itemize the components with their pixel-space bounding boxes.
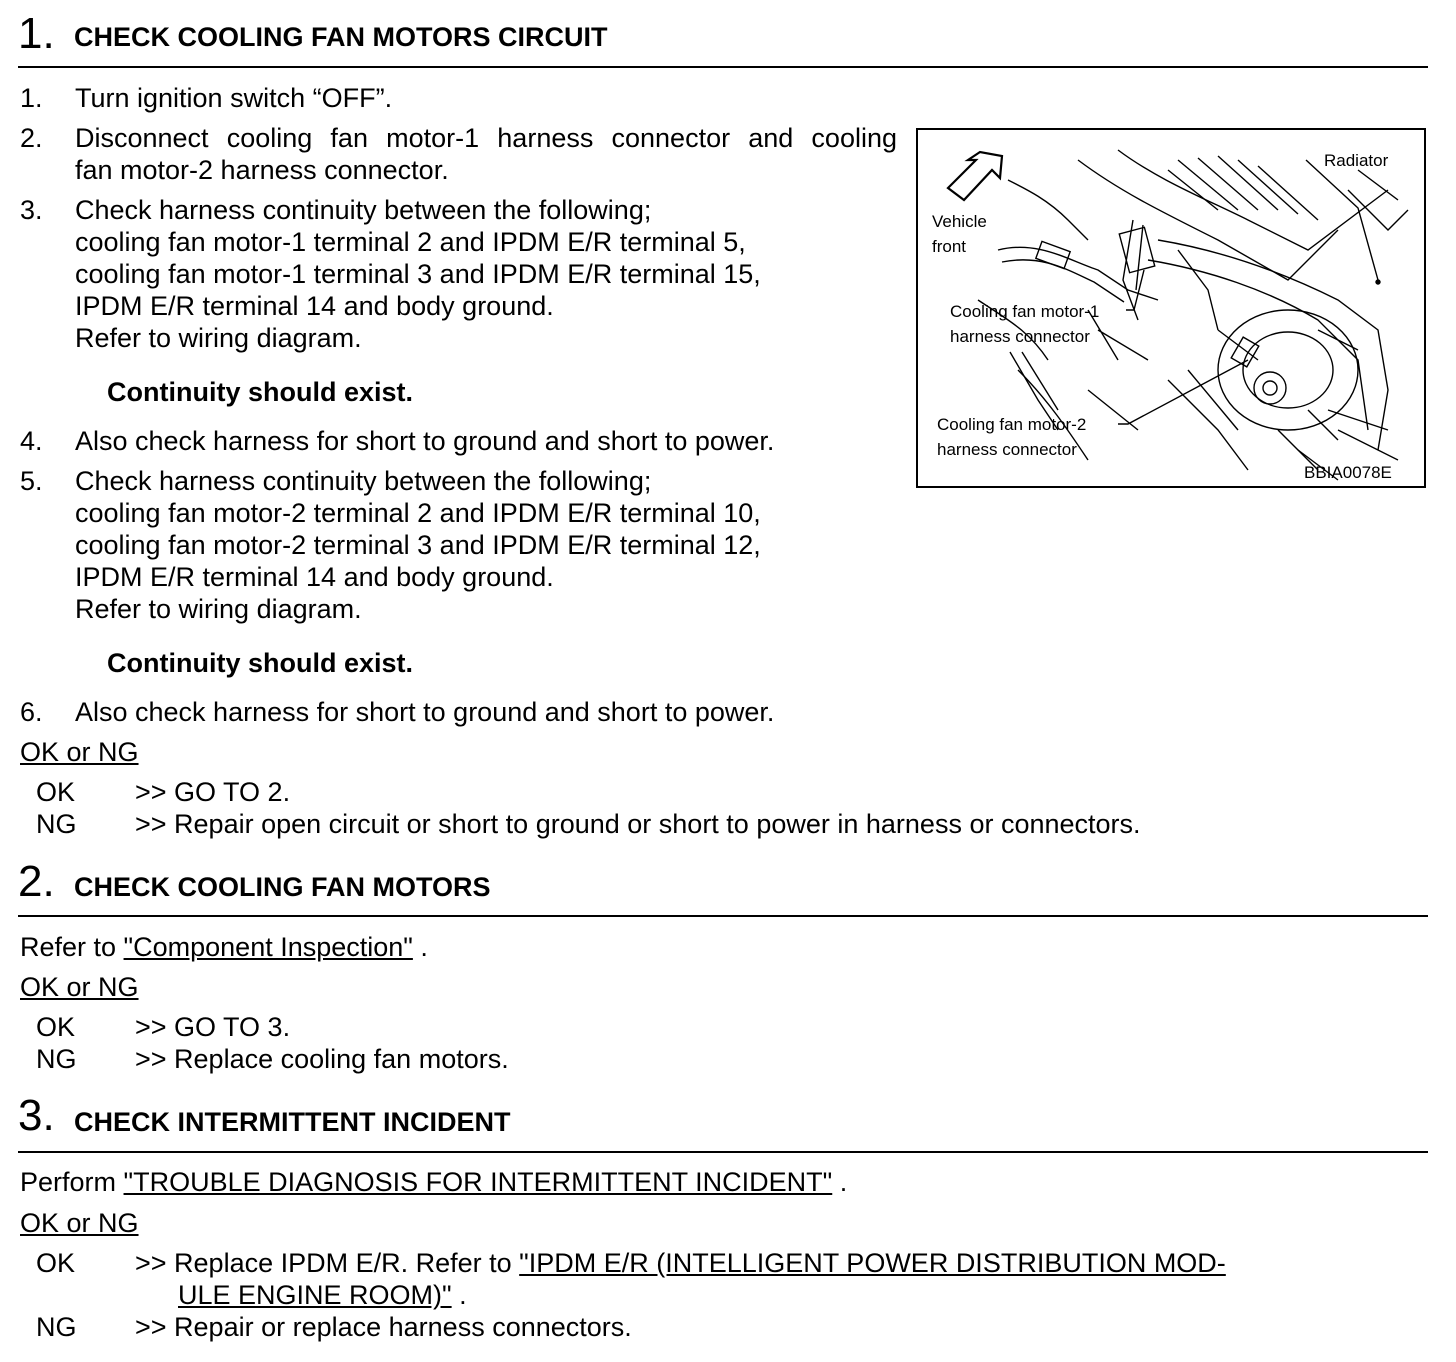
step-1-item-1-number: 1. — [20, 83, 43, 113]
step-2-ok-label: OK — [36, 1012, 76, 1042]
component-inspection-link[interactable]: "Component Inspection" — [123, 932, 413, 962]
step-3-ng-label: NG — [36, 1312, 77, 1342]
step-1-divider — [18, 66, 1428, 68]
step-3-ok-or-ng: OK or NG — [20, 1208, 139, 1238]
perform-prefix: Perform — [20, 1167, 124, 1197]
step-1-item-5-line-3: cooling fan motor-2 terminal 3 and IPDM E/R terminal 12, — [75, 530, 761, 560]
step-1-item-5-line-4: IPDM E/R terminal 14 and body ground. — [75, 562, 554, 592]
step-1-item-5-line-2: cooling fan motor-2 terminal 2 and IPDM E/R terminal 10, — [75, 498, 761, 528]
vehicle-label: Vehicle — [932, 212, 987, 231]
intermittent-incident-link[interactable]: "TROUBLE DIAGNOSIS FOR INTERMITTENT INCIDENT" — [123, 1167, 833, 1197]
step-1-item-3-line-2: cooling fan motor-1 terminal 2 and IPDM E/R terminal 5, — [75, 227, 746, 257]
continuity-note-2: Continuity should exist. — [107, 648, 414, 678]
step-2-ng-label: NG — [36, 1044, 77, 1074]
vehicle-front-arrow-icon — [948, 152, 1002, 200]
step-1-number: 1. — [18, 9, 55, 58]
step-1-ok-label: OK — [36, 777, 76, 807]
step-3-ok-action-line-1 — [135, 1247, 1226, 1279]
step-1-ok-action: >> GO TO 2. — [135, 777, 291, 807]
refer-suffix: . — [412, 932, 428, 962]
step-1-ng-label: NG — [36, 809, 77, 839]
step-2-title: CHECK COOLING FAN MOTORS — [74, 872, 491, 902]
step-3-divider — [18, 1151, 1428, 1153]
ok-action-suffix: . — [451, 1280, 467, 1310]
step-3-perform-line — [20, 1166, 847, 1198]
step-1-item-6-number: 6. — [20, 697, 43, 727]
step-1-item-6-text: Also check harness for short to ground and short to power. — [75, 697, 775, 727]
step-1-item-5-number: 5. — [20, 466, 43, 496]
step-2-ok-action: >> GO TO 3. — [135, 1012, 291, 1042]
motor-1-connector-label-line-1: Cooling fan motor-1 — [950, 302, 1100, 321]
step-3-number: 3. — [18, 1091, 55, 1140]
step-1-item-4-number: 4. — [20, 426, 43, 456]
step-1-item-3-line-5: Refer to wiring diagram. — [75, 323, 362, 353]
step-1-item-2-line-2: fan motor-2 harness connector. — [75, 155, 449, 185]
step-1-title: CHECK COOLING FAN MOTORS CIRCUIT — [74, 22, 608, 52]
continuity-note-1: Continuity should exist. — [107, 377, 414, 407]
refer-prefix: Refer to — [20, 932, 124, 962]
step-2-ng-action: >> Replace cooling fan motors. — [135, 1044, 509, 1074]
step-1-item-1-text: Turn ignition switch “OFF”. — [75, 83, 393, 113]
step-2-number: 2. — [18, 857, 55, 906]
step-1-item-5-line-5: Refer to wiring diagram. — [75, 594, 362, 624]
step-3-ng-action: >> Repair or replace harness connectors. — [135, 1312, 632, 1342]
step-1-item-4-text: Also check harness for short to ground and short to power. — [75, 426, 775, 456]
step-1-ng-action: >> Repair open circuit or short to ground or short to power in harness or connectors. — [135, 809, 1141, 839]
step-3-title: CHECK INTERMITTENT INCIDENT — [74, 1107, 511, 1137]
motor-1-connector-label-line-2: harness connector — [950, 327, 1090, 346]
motor-2-connector-label-line-2: harness connector — [937, 440, 1077, 459]
step-2-refer-line — [20, 931, 428, 963]
step-2-divider — [18, 915, 1428, 917]
motor-2-connector-label-line-1: Cooling fan motor-2 — [937, 415, 1087, 434]
step-3-ok-label: OK — [36, 1248, 76, 1278]
connector-location-figure — [916, 128, 1426, 488]
step-1-item-3-line-3: cooling fan motor-1 terminal 3 and IPDM E/R terminal 15, — [75, 259, 761, 289]
step-1-item-3-line-1: Check harness continuity between the following; — [75, 195, 652, 225]
step-2-ok-or-ng: OK or NG — [20, 972, 139, 1002]
step-1-item-2-line-1: Disconnect cooling fan motor-1 harness connector and cooling — [75, 123, 897, 153]
ipdm-er-link-part-2[interactable]: ULE ENGINE ROOM)" — [178, 1280, 452, 1310]
step-1-item-2-number: 2. — [20, 123, 43, 153]
step-3-ok-action-line-2 — [178, 1279, 467, 1311]
perform-suffix: . — [832, 1167, 848, 1197]
step-1-item-3-line-4: IPDM E/R terminal 14 and body ground. — [75, 291, 554, 321]
radiator-label: Radiator — [1324, 151, 1389, 170]
figure-code: BBIA0078E — [1304, 463, 1392, 482]
step-1-item-3-number: 3. — [20, 195, 43, 225]
step-1-item-5-line-1: Check harness continuity between the following; — [75, 466, 652, 496]
ipdm-er-link-part-1[interactable]: "IPDM E/R (INTELLIGENT POWER DISTRIBUTION MOD- — [519, 1248, 1226, 1278]
step-1-ok-or-ng: OK or NG — [20, 737, 139, 767]
front-label: front — [932, 237, 967, 256]
ok-action-prefix: >> Replace IPDM E/R. Refer to — [135, 1248, 520, 1278]
